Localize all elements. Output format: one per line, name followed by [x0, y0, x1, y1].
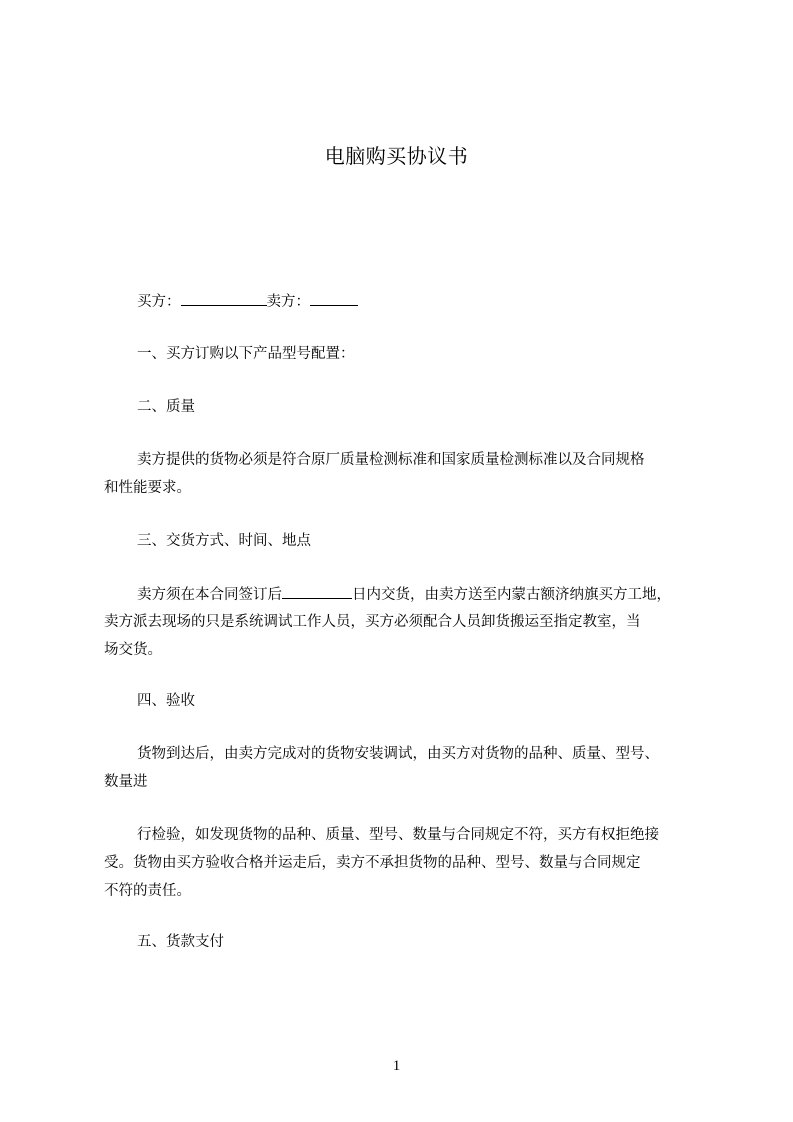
seller-label: 卖方： [266, 294, 310, 310]
document-title: 电脑购买协议书 [324, 144, 469, 168]
quality-paragraph-line: 和性能要求。 [104, 480, 191, 496]
delivery-paragraph-line: 场交货。 [104, 642, 162, 658]
section-heading-1: 一、买方订购以下产品型号配置： [137, 346, 355, 362]
delivery-days-blank [282, 584, 352, 599]
acceptance-paragraph-line: 数量进 [104, 774, 148, 790]
buyer-label: 买方： [137, 294, 181, 310]
seller-blank [310, 291, 358, 306]
buyer-blank [181, 291, 267, 306]
delivery-paragraph-line: 卖方派去现场的只是系统调试工作人员，买方必须配合人员卸货搬运至指定教室，当 [104, 614, 641, 630]
section-heading-2: 二、质量 [137, 399, 195, 415]
section-heading-5: 五、货款支付 [137, 934, 224, 950]
inspection-paragraph-line: 行检验，如发现货物的品种、质量、型号、数量与合同规定不符，买方有权拒绝接 [137, 827, 659, 843]
page-number: 1 [392, 1058, 401, 1074]
section-heading-3: 三、交货方式、时间、地点 [137, 533, 311, 549]
acceptance-paragraph-line: 货物到达后，由卖方完成对的货物安装调试，由买方对货物的品种、质量、型号、 [137, 746, 659, 762]
parties-line [137, 291, 737, 312]
inspection-paragraph-line: 受。货物由买方验收合格并运走后，卖方不承担货物的品种、型号、数量与合同规定 [104, 855, 641, 871]
delivery-text-before: 卖方须在本合同签订后 [137, 587, 282, 603]
delivery-text-after: 日内交货，由卖方送至内蒙古额济纳旗买方工地， [352, 587, 671, 603]
inspection-paragraph-line: 不符的责任。 [104, 883, 191, 899]
delivery-paragraph-line [137, 584, 737, 605]
quality-paragraph-line: 卖方提供的货物必须是符合原厂质量检测标准和国家质量检测标准以及合同规格 [137, 452, 645, 468]
section-heading-4: 四、验收 [137, 693, 195, 709]
